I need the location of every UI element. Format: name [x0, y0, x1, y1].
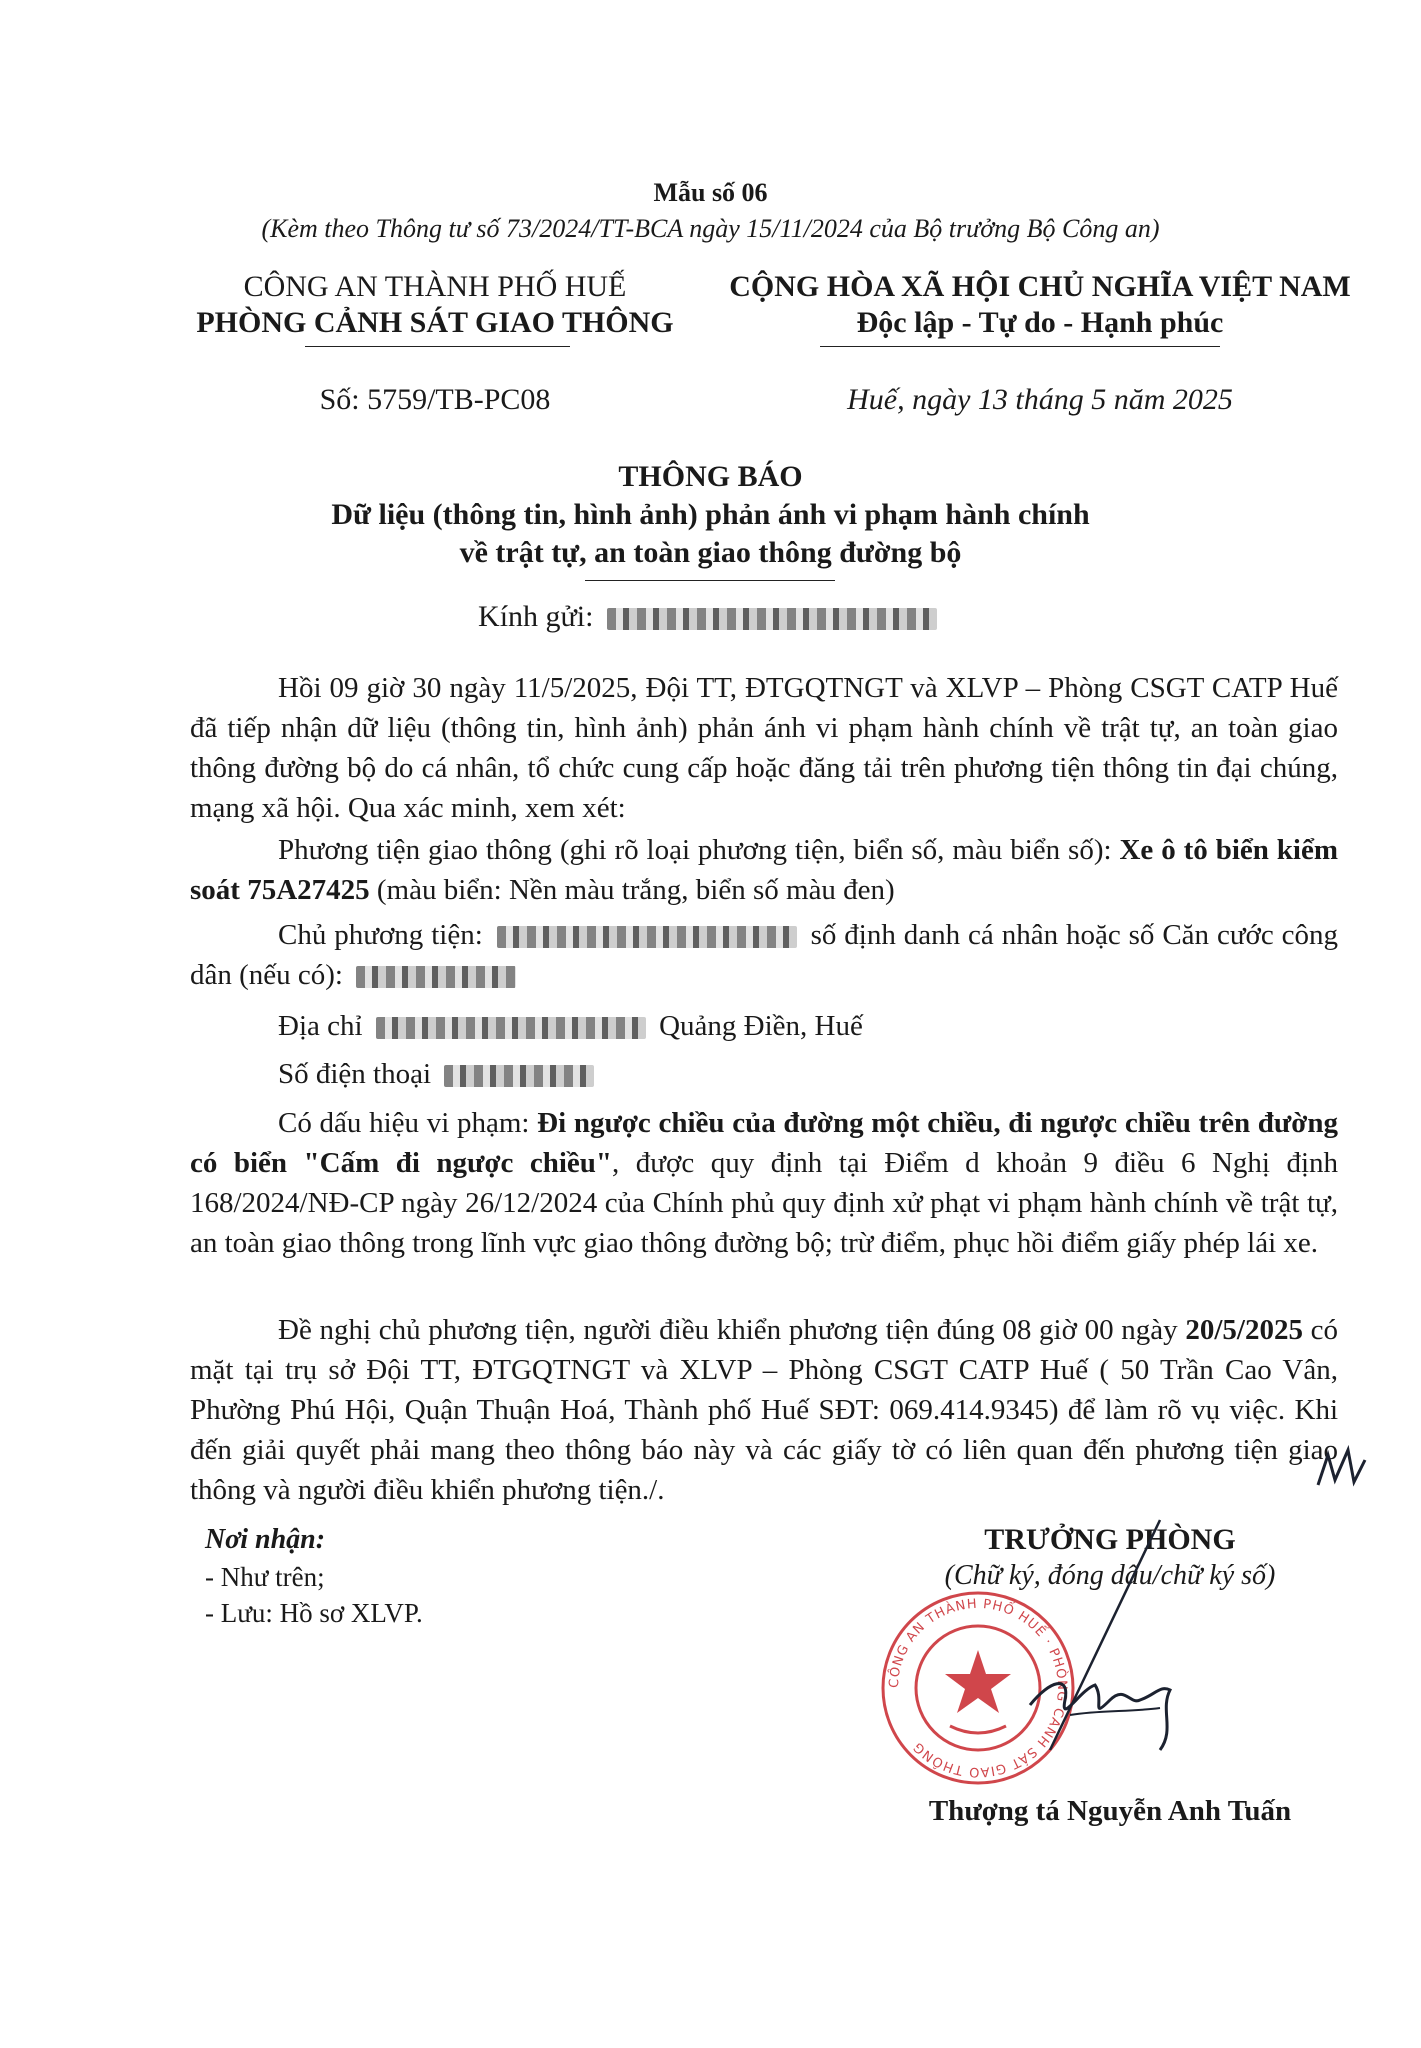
handwritten-signature: [1010, 1500, 1210, 1770]
vehicle-paragraph: [190, 830, 1338, 910]
vehicle-label: Phương tiện giao thông (ghi rõ loại phương tiện, biển số, màu biển số):: [278, 834, 1112, 866]
redacted-recipient: [607, 608, 937, 630]
motto: Độc lập - Tự do - Hạnh phúc: [856, 306, 1224, 339]
owner-label: Chủ phương tiện:: [278, 919, 483, 951]
recipient-item: - Lưu: Hồ sơ XLVP.: [205, 1598, 423, 1628]
recipients-title: Nơi nhận:: [205, 1524, 326, 1555]
phone-paragraph: [190, 1054, 1338, 1094]
phone-label: Số điện thoại: [278, 1058, 432, 1090]
document-title: THÔNG BÁO: [618, 460, 803, 493]
place-date: Huế, ngày 13 tháng 5 năm 2025: [847, 383, 1233, 416]
owner-id-label: số định danh cá nhân hoặc số Căn cước công dân (nếu có):: [190, 919, 1339, 991]
signature-note: (Chữ ký, đóng dấu/chữ ký số): [944, 1560, 1276, 1591]
nation-title: CỘNG HÒA XÃ HỘI CHỦ NGHĨA VIỆT NAM: [729, 270, 1351, 303]
violation-paragraph: [190, 1103, 1338, 1263]
intro-paragraph: [190, 668, 1338, 828]
signer-title: TRƯỞNG PHÒNG: [984, 1523, 1236, 1556]
star-icon: [945, 1650, 1011, 1713]
title-underline: [585, 580, 835, 581]
initials-mark: [1310, 1440, 1370, 1500]
vehicle-plate-color: (màu biển: Nền màu trắng, biển số màu đen): [376, 874, 895, 906]
violation-label: Có dấu hiệu vi phạm:: [278, 1107, 530, 1139]
redacted-address: [376, 1017, 646, 1039]
redacted-owner-name: [497, 926, 797, 948]
address-paragraph: [190, 1006, 1338, 1046]
form-number: Mẫu số 06: [653, 178, 768, 207]
agency-name: CÔNG AN THÀNH PHỐ HUẾ: [243, 270, 627, 303]
document-subtitle-1: Dữ liệu (thông tin, hình ảnh) phản ánh vi phạm hành chính: [331, 498, 1090, 531]
signer-name: Thượng tá Nguyễn Anh Tuấn: [928, 1795, 1292, 1827]
intro-text: Hồi 09 giờ 30 ngày 11/5/2025, Đội TT, ĐTGQTNGT và XLVP – Phòng CSGT CATP Huế đã tiếp nhận dữ liệu (thông tin, hình ảnh) phản ánh vi phạm hành chính về trật tự, an toàn giao thông đường bộ do cá nhân, tổ chức cung cấp hoặc đăng tải trên phương tiện thông tin đại chúng, mạng xã hội. Qua xác minh, xem xét:: [190, 672, 1338, 824]
request-rest: có mặt tại trụ sở Đội TT, ĐTGQTNGT và XLVP – Phòng CSGT CATP Huế ( 50 Trần Cao Vân, Phường Phú Hội, Quận Thuận Hoá, Thành phố Huế SĐT: 069.414.9345) để làm rõ vụ việc. Khi đến giải quyết phải mang theo thông báo này và các giấy tờ có liên quan đến phương tiện giao thông và người điều khiển phương tiện./.: [190, 1314, 1338, 1506]
motto-underline: [820, 346, 1220, 347]
stamp-text: CÔNG AN THÀNH PHỐ HUẾ · PHÒNG CẢNH SÁT GIAO THÔNG: [886, 1596, 1070, 1780]
request-start: Đề nghị chủ phương tiện, người điều khiển phương tiện đúng 08 giờ 00 ngày: [278, 1314, 1178, 1346]
address-label: Địa chỉ: [278, 1010, 363, 1042]
form-reference: (Kèm theo Thông tư số 73/2024/TT-BCA ngày 15/11/2024 của Bộ trưởng Bộ Công an): [261, 214, 1160, 243]
address-tail: Quảng Điền, Huế: [659, 1010, 863, 1042]
document-subtitle-2: về trật tự, an toàn giao thông đường bộ: [459, 536, 962, 569]
agency-department: PHÒNG CẢNH SÁT GIAO THÔNG: [196, 306, 674, 339]
recipient-item: - Như trên;: [205, 1562, 325, 1592]
redacted-owner-id: [356, 966, 516, 988]
violation-value: Đi ngược chiều của đường một chiều, đi ngược chiều trên đường có biển "Cấm đi ngược chiều": [190, 1107, 1338, 1179]
request-date: 20/5/2025: [1185, 1314, 1303, 1346]
redacted-phone: [444, 1065, 594, 1087]
recipient-label: Kính gửi:: [478, 600, 594, 633]
owner-paragraph: [190, 915, 1338, 995]
request-paragraph: [190, 1310, 1338, 1510]
violation-rest: , được quy định tại Điểm d khoản 9 điều 6 Nghị định 168/2024/NĐ-CP ngày 26/12/2024 của Chính phủ quy định xử phạt vi phạm hành chính về trật tự, an toàn giao thông trong lĩnh vực giao thông đường bộ; trừ điểm, phục hồi điểm giấy phép lái xe.: [190, 1147, 1338, 1259]
recipient-line: [0, 600, 1421, 634]
document-number: Số: 5759/TB-PC08: [319, 383, 551, 416]
vehicle-value: Xe ô tô biển kiểm soát 75A27425: [190, 834, 1339, 906]
agency-underline: [305, 346, 570, 347]
